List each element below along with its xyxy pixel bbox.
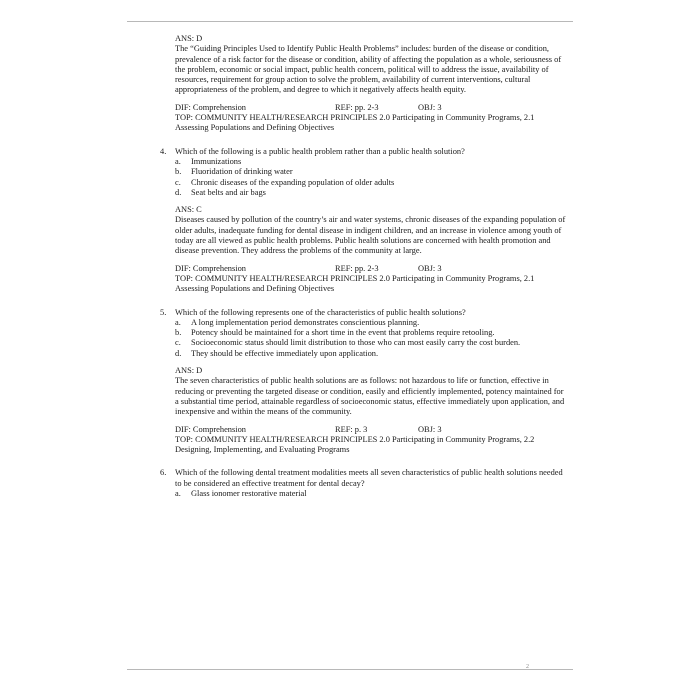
question-stem: Which of the following is a public health problem rather than a public health solution? xyxy=(175,146,465,156)
question-number: 6. xyxy=(160,468,167,478)
option-b: b. Fluoridation of drinking water xyxy=(175,167,293,177)
difficulty: DIF: Comprehension xyxy=(175,424,246,434)
topic: TOP: COMMUNITY HEALTH/RESEARCH PRINCIPLES 2.0 Participating in Community Programs, 2.1 Assessing Populations and Defining Objectives xyxy=(175,113,535,133)
objective: OBJ: 3 xyxy=(418,424,442,434)
question-stem: Which of the following dental treatment modalities meets all seven characteristics of public health solutions needed to be considered an effective treatment for dental decay? xyxy=(175,468,563,488)
topic: TOP: COMMUNITY HEALTH/RESEARCH PRINCIPLES 2.0 Participating in Community Programs, 2.2 Designing, Implementing, and Evaluating Programs xyxy=(175,434,535,455)
option-a: a. Glass ionomer restorative material xyxy=(175,488,307,498)
difficulty: DIF: Comprehension xyxy=(175,102,246,112)
reference: REF: pp. 2-3 xyxy=(335,263,379,273)
option-d: d. They should be effective immediately upon application. xyxy=(175,348,379,358)
bottom-rule xyxy=(127,669,573,670)
objective: OBJ: 3 xyxy=(418,102,442,112)
option-a: a. Immunizations xyxy=(175,156,242,166)
option-c: c. Chronic diseases of the expanding population of older adults xyxy=(175,177,395,187)
top-rule xyxy=(127,21,573,22)
answer-block-q4 xyxy=(175,205,567,294)
answer-label: ANS: D xyxy=(175,34,203,43)
question-4 xyxy=(160,146,567,295)
answer-label: ANS: C xyxy=(175,205,202,215)
reference: REF: pp. 2-3 xyxy=(335,102,379,112)
option-list xyxy=(175,489,567,499)
option-a: a. A long implementation period demonstrates conscientious planning. xyxy=(175,317,420,327)
question-meta xyxy=(175,425,567,456)
option-c: c. Socioeconomic status should limit distribution to those who can most easily carry the cost burden. xyxy=(175,338,521,348)
answer-label: ANS: D xyxy=(175,366,203,376)
option-list xyxy=(175,318,567,359)
reference: REF: p. 3 xyxy=(335,424,368,434)
document-content xyxy=(160,34,567,499)
objective: OBJ: 3 xyxy=(418,263,442,273)
rationale: The seven characteristics of public health solutions are as follows: not hazardous to life or function, effective in reducing or preventing the targeted disease or condition, easily and efficiently implemented, potency maintained for a substantial time period, attainable regardless of socioeconomic status, effective immediately upon application, and inexpensive and within the means of the community. xyxy=(175,376,565,417)
topic: TOP: COMMUNITY HEALTH/RESEARCH PRINCIPLES 2.0 Participating in Community Programs, 2.1 Assessing Populations and Defining Objectives xyxy=(175,273,535,294)
question-number: 4. xyxy=(160,146,167,156)
question-meta xyxy=(175,264,567,295)
difficulty: DIF: Comprehension xyxy=(175,263,246,273)
option-list xyxy=(175,157,567,198)
question-5 xyxy=(160,307,567,456)
answer-block-q3 xyxy=(175,34,567,134)
question-stem: Which of the following represents one of the characteristics of public health solutions? xyxy=(175,307,466,317)
question-number: 5. xyxy=(160,307,167,317)
rationale: Diseases caused by pollution of the country’s air and water systems, chronic diseases of the expanding population of older adults, inadequate funding for dental disease in indigent children, and an increase in violence among youth of today are all viewed as public health problems. Public health solutions are concerned with health promotion and disease prevention. They address the problems of the community at large. xyxy=(175,215,566,256)
question-meta xyxy=(175,103,567,134)
page-number: 2 xyxy=(526,664,529,670)
question-6 xyxy=(160,468,567,499)
answer-block-q5 xyxy=(175,366,567,455)
rationale: The “Guiding Principles Used to Identify Public Health Problems” includes: burden of the disease or condition, prevalence of a risk factor for the disease or condition, ability of affecting the population as a whole, seriousness of the problem, economic or social impact, public health concern, political will to address the issue, availability of resources, requirement for group action to solve the problem, availability of current interventions, cultural appropriateness of the problem, and degree to which it negatively affects health equity. xyxy=(175,44,562,95)
option-d: d. Seat belts and air bags xyxy=(175,187,266,197)
option-b: b. Potency should be maintained for a short time in the event that problems require retooling. xyxy=(175,328,495,338)
